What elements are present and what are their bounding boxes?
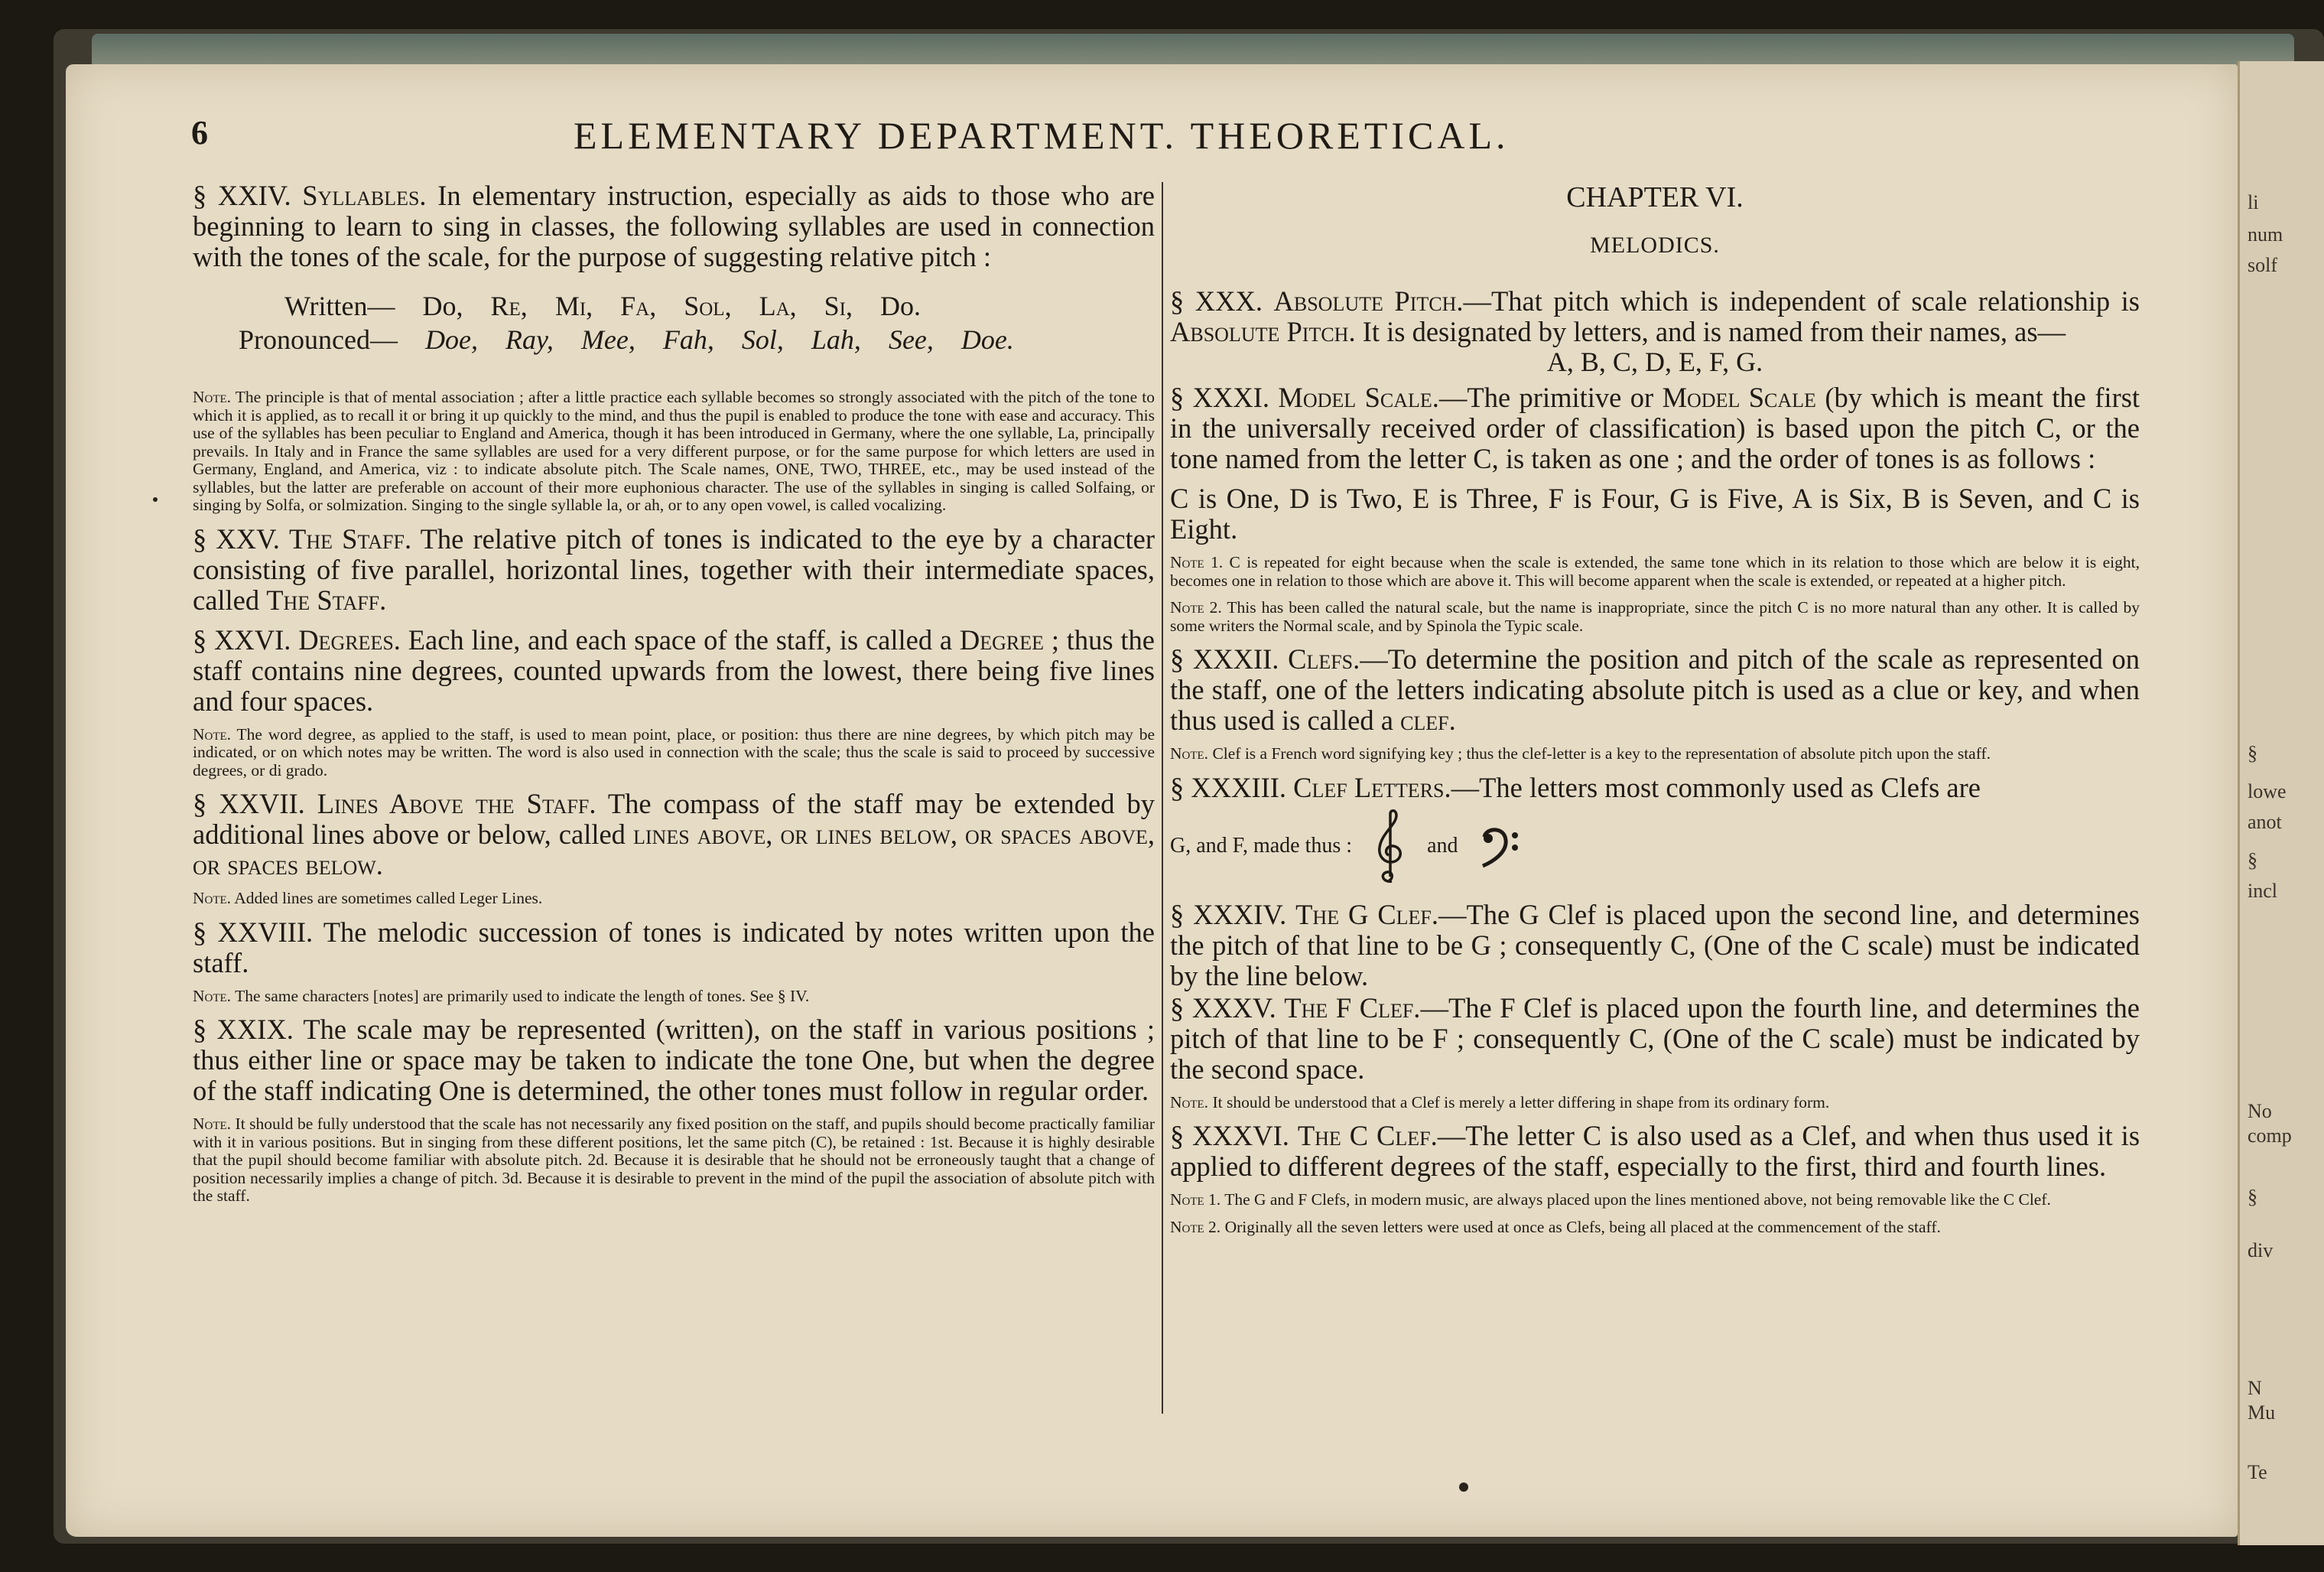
- note-xxiv: Note. The principle is that of mental association ; after a little practice each syllable becomes so strongly associated with the pitch of the tone to which it is applied, as to recall it or bring it up quickly to the mind, and thus the pupil is enabled to produce the tone with ease and accuracy. This use of the syllables has been peculiar to England and America, though it has been introduced in Germany, where the one syllable, La, principally prevails. In Italy and in France the same syllables are used for a very different purpose, or for the same purpose for which letters are used in Germany, England, and America, viz : to indicate absolute pitch. The Scale names, ONE, TWO, THREE, etc., may be used instead of the syllables, but the latter are preferable on account of their more euphonious character. The use of the syllables in singing is called Solfaing, or singing by Solfa, or solmization. Singing to the single syllable la, or ah, or to any open vowel, is called vocalizing.: [193, 388, 1155, 514]
- edge-fragment: Mu: [2248, 1401, 2276, 1424]
- page-header: [191, 113, 2149, 162]
- note-xxxi-1: Note 1. C is repeated for eight because when the scale is extended, the same tone which in its relation to those which are below it is eight, becomes one in relation to those which are above it. This will become apparent when the scale is extended, or repeated at a higher pitch.: [1170, 553, 2140, 590]
- section-xxxv: § XXXV. The F Clef.—The F Clef is placed upon the fourth line, and determines the pitch of that line to be F ; consequently C, (One of the C scale) must be indicated by the second space.: [1170, 991, 2140, 1085]
- chapter-subtitle: MELODICS.: [1590, 233, 1720, 258]
- section-xxxiii: § XXXIII. Clef Letters.—The letters most commonly used as Clefs are: [1170, 771, 1981, 803]
- edge-fragment: N: [2248, 1377, 2262, 1399]
- edge-fragment: Te: [2248, 1461, 2267, 1483]
- scale-order: C is One, D is Two, E is Three, F is Four, G is Five, A is Six, B is Seven, and C is Eight.: [1170, 483, 2140, 545]
- edge-fragment: No: [2248, 1100, 2272, 1122]
- edge-fragment: div: [2248, 1239, 2274, 1261]
- page-number: 6: [191, 114, 208, 151]
- note-xxxvi-1: Note 1. The G and F Clefs, in modern music, are always placed upon the lines mentioned above, not being removable like the C Clef.: [1170, 1190, 2051, 1209]
- next-page-edge: [2238, 61, 2324, 1545]
- note-xxxv: Note. It should be understood that a Clef is merely a letter differing in shape from its ordinary form.: [1170, 1092, 1830, 1111]
- edge-fragment: num: [2248, 223, 2283, 246]
- edge-fragment: incl: [2248, 880, 2277, 902]
- note-xxxvi-2: Note 2. Originally all the seven letters were used at once as Clefs, being all placed at the commencement of the staff.: [1170, 1217, 1941, 1236]
- edge-fragment: §: [2248, 742, 2257, 764]
- running-title: ELEMENTARY DEPARTMENT. THEORETICAL.: [574, 114, 1510, 157]
- section-xxxii: § XXXII. Clefs.—To determine the position and pitch of the scale as represented on the staff, one of the letters indicating absolute pitch is used as a clue or key, and when thus used is called a clef.: [1170, 643, 2140, 736]
- note-xxvi: Note. The word degree, as applied to the staff, is used to mean point, place, or position: thus there are nine degrees, by which pitch may be indicated, or on which notes may be written. The word is also used in connection with the scale; thus the scale is said to proceed by successive degrees, or di grado.: [193, 724, 1155, 779]
- note-xxxii: Note. Clef is a French word signifying key ; thus the clef-letter is a key to the representation of absolute pitch upon the staff.: [1170, 744, 1991, 763]
- section-xxxvi: § XXXVI. The C Clef.—The letter C is also used as a Clef, and when thus used it is applied to different degrees of the staff, especially to the first, third and fourth lines.: [1170, 1120, 2140, 1182]
- note-xxxi-2: Note 2. This has been called the natural scale, but the name is inappropriate, since the pitch C is no more natural than any other. It is called by some writers the Normal scale, and by Spinola the Typic scale.: [1170, 598, 2140, 635]
- syllable-table: [193, 289, 1155, 356]
- note-xxix: Note. It should be fully understood that the scale has not necessarily any fixed position on the staff, and pupils should become practically familiar with it in various positions. But in singing from these different positions, let the same pitch (C), be retained : 1st. Because it is highly desirable that the pupil should become familiar with absolute pitch. 2d. Because it is desirable that he should not be erroneously taught that a change of position necessarily implies a change of pitch. 3d. Because it is desirable to prevent in the mind of the pupil the association of absolute pitch with the staff.: [193, 1115, 1155, 1205]
- section-xxiv: § XXIV. Syllables. In elementary instruction, especially as aids to those who are beginning to learn to sing in classes, the following syllables are used in connection with the tones of the scale, for the purpose of suggesting relative pitch :: [193, 180, 1155, 272]
- pronounced-row: Pronounced— Doe, Ray, Mee, Fah, Sol, Lah, See, Doe.: [239, 324, 1014, 355]
- section-xxix: § XXIX. The scale may be represented (written), on the staff in various positions ; thus either line or space may be taken to indicate the tone One, but when the degree of the staff indicating One is determined, the other tones must follow in regular order.: [193, 1014, 1155, 1106]
- column-divider: [1162, 182, 1163, 1414]
- ink-speck: [153, 497, 158, 502]
- edge-fragment: lowe: [2248, 780, 2287, 802]
- section-xxv: § XXV. The Staff. The relative pitch of tones is indicated to the eye by a character consisting of five parallel, horizontal lines, together with their intermediate spaces, called The Staff.: [193, 522, 1155, 616]
- written-row: Written— Do, Re, Mi, Fa, Sol, La, Si, Do.: [284, 291, 921, 321]
- edge-fragment: comp: [2248, 1124, 2292, 1147]
- section-xxviii: § XXVIII. The melodic succession of tones is indicated by notes written upon the staff.: [193, 916, 1155, 978]
- edge-fragment: §: [2248, 849, 2257, 871]
- clef-example-line: G, and F, made thus : and: [1170, 808, 2140, 884]
- note-xxviii: Note. The same characters [notes] are primarily used to indicate the length of tones. See § IV.: [193, 986, 810, 1005]
- section-xxxi: § XXXI. Model Scale.—The primitive or Model Scale (by which is meant the first in the universally received order of classification) is based upon the pitch C, or the tone named from the letter C, is taken as one ; and the order of tones is as follows :: [1170, 382, 2140, 474]
- chapter-title: CHAPTER VI.: [1566, 181, 1744, 213]
- right-column: [1170, 181, 2140, 1245]
- bass-clef-icon: [1478, 823, 1524, 869]
- left-column: [193, 181, 1155, 1215]
- treble-clef-icon: [1372, 808, 1407, 884]
- pitch-letters: A, B, C, D, E, F, G.: [1546, 347, 1763, 377]
- edge-fragment: li: [2248, 191, 2259, 213]
- section-xxx: § XXX. Absolute Pitch.—That pitch which is independent of scale relationship is Absolute Pitch. It is designated by letters, and is named from their names, as—: [1170, 285, 2140, 347]
- section-xxvi: § XXVI. Degrees. Each line, and each space of the staff, is called a Degree ; thus the staff contains nine degrees, counted upwards from the lowest, there being five lines and four spaces.: [193, 623, 1155, 717]
- edge-fragment: §: [2248, 1186, 2257, 1208]
- edge-fragment: anot: [2248, 811, 2282, 833]
- note-xxvii: Note. Added lines are sometimes called Leger Lines.: [193, 889, 543, 907]
- section-xxxiv: § XXXIV. The G Clef.—The G Clef is placed upon the second line, and determines the pitch of that line to be G ; consequently C, (One of the C scale) must be indicated by the line below.: [1170, 898, 2140, 991]
- edge-fragment: solf: [2248, 254, 2277, 276]
- section-xxvii: § XXVII. Lines Above the Staff. The compass of the staff may be extended by additional lines above or below, called lines above, or lines below, or spaces above, or spaces below.: [193, 788, 1155, 880]
- ink-speck: [1459, 1482, 1468, 1492]
